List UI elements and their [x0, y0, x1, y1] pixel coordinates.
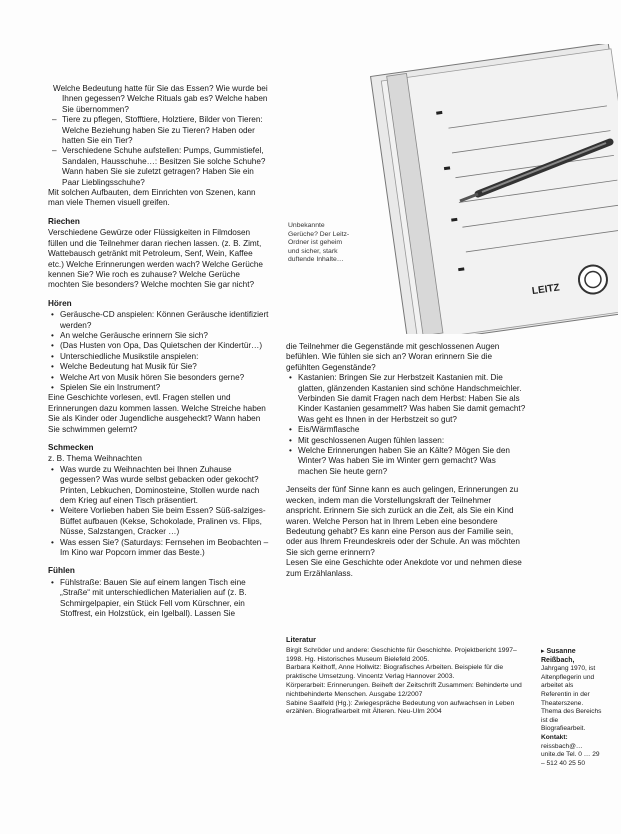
- contact-heading: Kontakt:: [541, 733, 568, 741]
- bullet-icon: ▸: [541, 648, 547, 655]
- list-item: • Was wurde zu Weihnachten bei Ihnen Zuhause gegessen? Was wurde selbst gebacken oder gekocht? Printen, Lebkuchen, Dominosteine, Stollen wurde nach dem Krieg auf einen Tisch präsentiert.: [48, 465, 270, 507]
- list-item: • Eis/Wärmflasche: [286, 425, 526, 435]
- subheading: z. B. Thema Weihnachten: [48, 454, 142, 464]
- list-item: – Tiere zu pflegen, Stofftiere, Holztiere, Bilder von Tieren: Welche Beziehung haben Sie zu Tieren? Haben oder hatten Sie ein Tier?: [48, 115, 270, 146]
- paragraph: Mit solchen Aufbauten, dem Einrichten von Szenen, kann man viele Themen visuell greifen.: [48, 188, 256, 208]
- literature-entry: Barbara Keithoff, Anne Hollwitz: Biografisches Arbeiten. Beispiele für die praktische Umsetzung. Vincentz Verlag Hannover 2003.: [286, 664, 504, 681]
- list-item: • Weitere Vorlieben haben Sie beim Essen? Süß-salziges-Büffet aufbauen (Kekse, Schokolade, Pralinen vs. Flips, Nüsse, Salzstangen, Cracker …): [48, 506, 270, 537]
- paragraph: Eine Geschichte vorlesen, evtl. Fragen stellen und Erinnerungen dazu kommen lassen. Welche Streiche haben Sie als Kinder oder Jugendliche ausgeheckt? Wann haben Sie schwimmen gelernt?: [48, 393, 266, 434]
- list-item: • Geräusche-CD anspielen: Können Geräusche identifiziert werden?: [48, 310, 270, 331]
- author-name: Susanne Reißbach,: [541, 648, 576, 664]
- list-item: • Kastanien: Bringen Sie zur Herbstzeit Kastanien mit. Die glatten, glänzenden Kastanien sind schöne Handschmeichler. Verbinden Sie damit Fragen nach dem Herbst: Haben Sie als Kinder Kastanien gesammelt? Was haben Sie damit gemacht? Was geht es Ihnen in der Herbstzeit so gut?: [286, 373, 526, 425]
- literature-heading: Literatur: [286, 635, 316, 644]
- heading-schmecken: Schmecken: [48, 443, 94, 452]
- literature-box: [286, 636, 532, 717]
- contact-info: reissbach@… unite.de Tel. 0 … 29 – 512 40 25 50: [541, 742, 600, 767]
- literature-entry: Birgit Schröder und andere: Geschichte für Geschichte. Projektbericht 1997–1998. Hg. Historisches Museum Bielefeld 2005.: [286, 646, 517, 663]
- list-item: • Spielen Sie ein Instrument?: [48, 383, 270, 393]
- binder-photo: [348, 44, 618, 334]
- author-bio: Jahrgang 1970, ist Altenpflegerin und arbeitet als Referentin in der Theaterszene. Thema des Bereichs ist die Biografiearbeit.: [541, 665, 602, 733]
- list-item: • Welche Erinnerungen haben Sie an Kälte? Mögen Sie den Winter? Was haben Sie im Winter gern gemacht? Was machen Sie heute gern?: [286, 446, 526, 477]
- leitz-logo: LEITZ: [531, 282, 561, 298]
- list-item: – Verschiedene Schuhe aufstellen: Pumps, Gummistiefel, Sandalen, Hausschuhe…: Besitzen Sie solche Schuhe? Wann haben Sie sie zuletzt getragen? Haben Sie ein Paar Lieblingsschuhe?: [48, 146, 270, 188]
- list-item: • Mit geschlossenen Augen fühlen lassen:: [286, 436, 526, 446]
- heading-fuehlen: Fühlen: [48, 566, 75, 576]
- left-column: [48, 84, 270, 620]
- list-item: • Welche Art von Musik hören Sie besonders gerne?: [48, 373, 270, 383]
- list-item: • Fühlstraße: Bauen Sie auf einem langen Tisch eine „Straße“ mit unterschiedlichen Materialien auf (z. B. Schmirgelpapier, ein Stück Fell vom Kürschner, ein Stoffrest, ein Holzstück, ein Igelball). Lassen Sie: [48, 578, 270, 620]
- literature-entry: Körperarbeit: Erinnerungen. Beiheft der Zeitschrift Zusammen: Behinderte und nichtbehinderte Menschen. Ausgabe 12/2007: [286, 681, 522, 698]
- intro-question: Welche Bedeutung hatte für Sie das Essen? Wie wurde bei Ihnen gegessen? Welche Rituals gab es? Welche haben Sie übernommen?: [53, 84, 268, 114]
- photo-caption: Unbekannte Gerüche? Der Leitz-Ordner ist geheim und sicher, stark duftende Inhalte…: [288, 222, 350, 264]
- list-item: • Unterschiedliche Musikstile anspielen:: [48, 352, 270, 362]
- paragraph: Jenseits der fünf Sinne kann es auch gelingen, Erinnerungen zu wecken, indem man die Vorstellungskraft der Teilnehmer anspricht. Erinnern Sie sich zurück an die Zeit, als Sie ein Kind waren. Welche Person hat in Ihrem Leben eine besondere Bedeutung gehabt? Es kann eine Person aus der Familie sein, oder aus Ihrem Freundeskreis oder der Schule. An was möchten Sie sich gerne erinnern?: [286, 485, 520, 557]
- right-column: [286, 342, 526, 579]
- paragraph: die Teilnehmer die Gegenstände mit geschlossenen Augen befühlen. Wie fühlen sie sich an? Woran erinnern Sie die gefühlten Gegenstände?: [286, 342, 500, 372]
- list-item: • Welche Bedeutung hat Musik für Sie?: [48, 362, 270, 372]
- paragraph: Lesen Sie eine Geschichte oder Anekdote vor und nehmen diese zum Erzählanlass.: [286, 558, 522, 578]
- author-sidebar: [541, 648, 603, 768]
- paragraph: Verschiedene Gewürze oder Flüssigkeiten in Filmdosen füllen und die Teilnehmer daran riechen lassen. (z. B. Zimt, Wattebausch getränkt mit Petroleum, Senf, Wein, Kaffee etc.) Welche Erinnerungen werden wach? Welche Gerüche kennen Sie? Wie roch es zuhause? Welche Gerüche mochten Sie besonders? Welche mochten Sie gar nicht?: [48, 228, 263, 290]
- literature-entry: Sabine Saalfeld (Hg.): Zwiegespräche Bedeutung von aufwachsen in Leben erzählen. Biografiearbeit mit Älteren. Neu-Ulm 2004: [286, 699, 515, 716]
- heading-riechen: Riechen: [48, 216, 80, 226]
- list-item: • (Das Husten von Opa, Das Quietschen der Kindertür…): [48, 341, 270, 351]
- list-item: • Was essen Sie? (Saturdays: Fernsehen im Beobachten – Im Kino war Popcorn immer das Beste.): [48, 538, 270, 559]
- heading-hoeren: Hören: [48, 298, 72, 308]
- list-item: • An welche Geräusche erinnern Sie sich?: [48, 331, 270, 341]
